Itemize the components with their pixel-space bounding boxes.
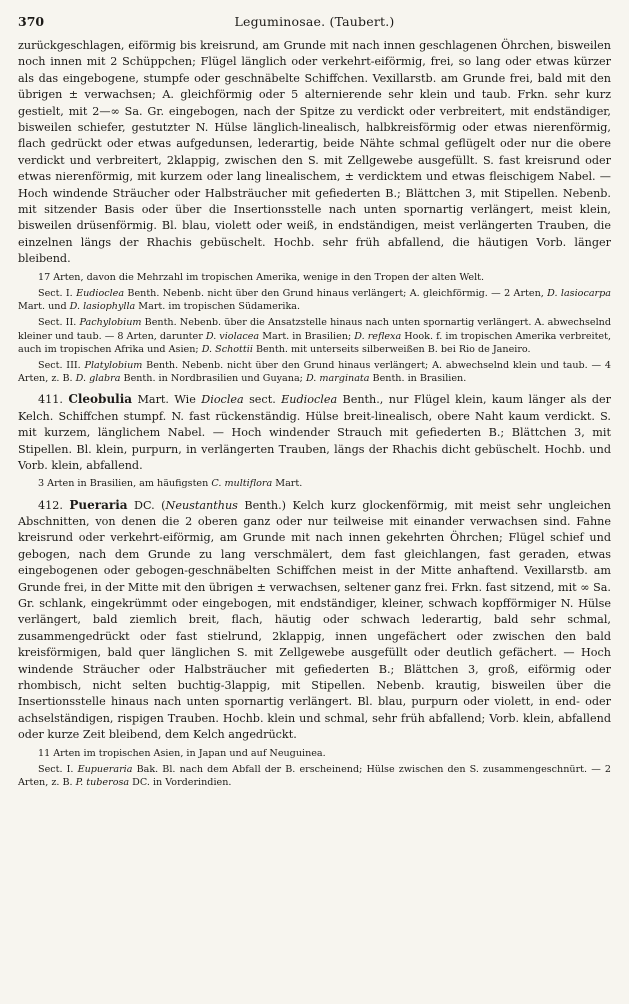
species-name: C. multiflora xyxy=(211,478,273,490)
genus-number: 411. xyxy=(38,393,63,407)
section-text: Benth. Nebenb. nicht über den Grund hinaus verlängert; A. abwechselnd klein und taub. — 4 Arten, z. B. xyxy=(18,359,611,385)
section-name: Platylobium xyxy=(84,359,143,371)
section-name: Pachylobium xyxy=(79,317,142,329)
page-header xyxy=(18,14,611,36)
pueraria-section-1 xyxy=(18,763,611,789)
section-text: Bak. Bl. nach dem Abfall der B. erscheinend; Hülse zwischen den S. zusammengeschnürt. — 2 Arten, z. B. xyxy=(18,763,611,789)
section-text: Benth. Nebenb. über die Ansatzstelle hinaus nach unten spornartig verlängert. A. abwechselnd kleiner und taub. — 8 Arten, darunter xyxy=(18,317,611,342)
pueraria-species-note: 11 Arten im tropischen Asien, in Japan und auf Neuguinea. xyxy=(38,747,326,759)
section-text: Benth. mit unterseits silberweißen B. bei Rio de Janeiro. xyxy=(252,343,531,355)
dioclea-description: zurückgeschlagen, eiförmig bis kreisrund, am Grunde mit nach innen geschlagenen Öhrchen, bisweilen noch innen mit 2 Schüppchen; Flügel länglich oder verkehrt-eiförmig, frei, so lang oder etwas kürzer als das eingebogene, stumpfe oder geschnäbelte Schiffchen. Vexillarstb. am Grunde frei, bald mit den übrigen ± verwachsen; A. gleichförmig oder 5 alternierende sehr klein und taub. Frkn. sehr kurz gestielt, mit 2—∞ Sa. Gr. eingebogen, nach der Spitze zu verdickt oder verbreitert, mit endständiger, bisweilen schiefer, gestutzter N. Hülse länglich-linealisch, halbkreisförmig oder etwas nierenförmig, flach gedrückt oder etwas aufgedunsen, lederartig, beide Nähte schmal geflügelt oder nur die obere verdickt und verbreitert, 2klappig, zwischen den S. mit Zellgewebe ausgefüllt. S. fast kreisrund oder etwas nierenförmig, mit kurzem oder lang linealischem, ± verdicktem und etwas fleischigem Nabel. — Hoch windende Sträucher oder Halbsträucher mit gefiederten B.; Blättchen 3, mit Stipellen. Nebenb. mit sitzender Basis oder über die Insertionsstelle nach unten spornartig verlängert, meist klein, bisweilen drüsenförmig. Bl. blau, violett oder weiß, in endständigen, meist verlängerten Trauben, die einzelnen längs der Rhachis gebüschelt. Hochb. sehr früh abfallend, die häutigen Vorb. länger bleibend. xyxy=(18,39,611,266)
dioclea-section-1 xyxy=(18,287,611,313)
species-name: D. marginata xyxy=(305,373,370,385)
genus-author: DC. xyxy=(127,498,155,512)
ref-section: Eudioclea xyxy=(281,393,338,407)
note-text: Mart. xyxy=(272,478,303,490)
entry-text: Benth., nur Flügel klein, kaum länger als der Kelch. Schiffchen stumpf. N. fast rückenständig. Hülse breit-linealisch, obere Naht kaum verdickt. S. mit kurzem, länglichem Nabel. — Hoch windender Strauch mit gefiederten B.; Blättchen 3, mit Stipellen. Bl. klein, purpurn, in verlängerten Trauben, längs der Rhachis dicht gebüschelt. Hochb. und Vorb. klein, abfallend. xyxy=(18,393,611,472)
genus-number: 412. xyxy=(38,498,63,512)
section-text: Hook. f. im tropischen Amerika verbreitet, auch im tropischen Afrika und Asien; xyxy=(18,330,612,355)
species-name: D. lasiocarpa xyxy=(547,287,611,299)
genus-author: Mart. xyxy=(132,393,169,407)
section-text: Mart. und xyxy=(18,301,70,313)
ref-genus: Dioclea xyxy=(201,393,244,407)
section-text: Benth. in Nordbrasilien und Guyana; xyxy=(120,373,306,385)
page-number: 370 xyxy=(18,14,45,29)
species-name: D. violacea xyxy=(205,330,260,342)
section-name: Eupueraria xyxy=(77,763,133,775)
species-name: P. tuberosa xyxy=(75,777,130,789)
entry-text: Kelch kurz glockenförmig, mit meist sehr ungleichen Abschnitten, von denen die 2 oberen ganz oder nur teilweise mit einander verwachsen sind. Fahne kreisrund oder verkehrt-eiförmig, am Grunde mit nach innen gekehrten Öhrchen; Flügel schief und gebogen, nach dem Grunde zu lang verschmälert, dem fast gleichlangen, fast geraden, etwas eingebogenen oder gebogen-geschnäbelten Schiffchen meist in der Mitte anhaftend. Vexillarstb. am Grunde frei, in der Mitte mit den übrigen ± verwachsen, seltener ganz frei. Frkn. fast sitzend, mit ∞ Sa. Gr. schlank, eingekrümmt oder eingebogen, mit endständiger, kleiner, schwach kopfförmiger N. Hülse verlängert, bald ziemlich breit, flach, häutig oder schwach lederartig, bald sehr schmal, zusammengedrückt oder fast stielrund, 2klappig, innen ungefächert oder zwischen den bald kreisförmigen, bald quer länglichen S. mit Zellgewebe ausgefüllt oder deutlich gefächert. — Hoch windende Sträucher oder Halbsträucher mit gefiederten B.; Blättchen 3, groß, eiförmig oder rhombisch, nicht selten buchtig-3lappig, mit Stipellen. Nebenb. krautig, bisweilen über die Insertionsstelle hinaus nach unten spornartig verlängert. Bl. blau, purpurn oder violett, in end- oder achselständigen, rispigen Trauben. Hochb. klein und schmal, sehr früh abfallend; Vorb. klein, abfallend oder kurze Zeit bleibend, dem Kelch angedrückt. xyxy=(18,498,612,742)
species-name: D. Schottii xyxy=(201,343,253,355)
species-name: D. glabra xyxy=(75,373,121,385)
section-text: Mart. in Brasilien; xyxy=(259,330,355,342)
section-text: Mart. im tropischen Südamerika. xyxy=(135,301,301,313)
section-text: Benth. in Brasilien. xyxy=(369,373,467,385)
section-text: Benth. Nebenb. nicht über den Grund hinaus verlängert; A. gleichförmig. — 2 Arten, xyxy=(124,287,548,299)
dioclea-section-2 xyxy=(18,316,611,356)
entry-text: sect. xyxy=(243,393,282,407)
dioclea-section-3 xyxy=(18,359,611,385)
species-name: D. lasiophylla xyxy=(69,301,136,313)
note-text: 3 Arten in Brasilien, am häufigsten xyxy=(38,478,212,490)
section-text: DC. in Vorderindien. xyxy=(129,777,232,789)
genus-name: Cleobulia xyxy=(68,392,133,407)
entry-text: Wie xyxy=(169,393,202,407)
section-label: Sect. I. xyxy=(38,287,73,299)
synonym: Neustanthus xyxy=(165,498,238,512)
species-name: D. reflexa xyxy=(354,330,402,342)
pueraria-entry xyxy=(18,497,611,744)
genus-name: Pueraria xyxy=(69,497,128,512)
section-label: Sect. I. xyxy=(38,763,74,775)
entry-text: ( xyxy=(154,498,166,512)
dioclea-species-note: 17 Arten, davon die Mehrzahl im tropischen Amerika, wenige in den Tropen der alten Welt. xyxy=(38,271,485,283)
cleobulia-entry xyxy=(18,391,611,474)
cleobulia-species-note xyxy=(18,477,611,490)
section-label: Sect. II. xyxy=(38,317,77,329)
section-name: Eudioclea xyxy=(76,287,125,299)
section-label: Sect. III. xyxy=(38,359,81,371)
running-title: Leguminosae. (Taubert.) xyxy=(234,14,395,29)
entry-text: Benth.) xyxy=(237,498,287,512)
